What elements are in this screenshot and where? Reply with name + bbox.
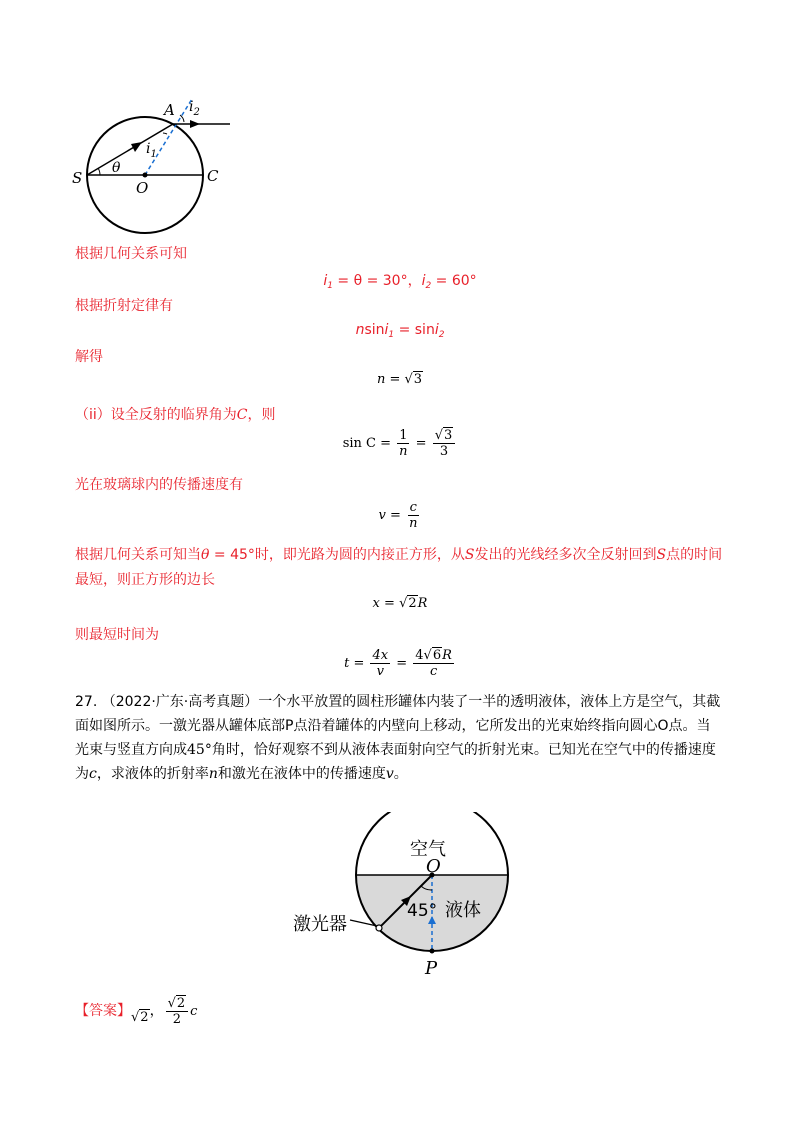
label-center-o: O: [426, 856, 441, 877]
refraction-diagram: [60, 95, 260, 235]
label-O: O: [136, 179, 149, 197]
equation-1: $i_1 = \theta = 30^\circ$，$i_2 = 60^\circ$: [323, 273, 477, 291]
question-27: [75, 690, 735, 786]
label-45: 45°: [407, 901, 438, 921]
equation-4: sin C = $\frac{1}{n}$ = $\frac{√3}{3}$: [0, 428, 800, 459]
question-line-4: 为c，求液体的折射率n和激光在液体中的传播速度v。: [75, 766, 408, 782]
answer-line: 【答案】√2， $\frac{√2}{2}$ c: [75, 996, 198, 1027]
label-i1: $i_1$: [146, 141, 157, 160]
part-ii-line: （ii）设全反射的临界角为C，则: [75, 407, 276, 423]
equation-6: x = √2R: [372, 596, 428, 611]
label-theta: θ: [112, 160, 121, 176]
refracted-arrow: [190, 120, 200, 128]
label-laser: 激光器: [293, 914, 347, 935]
solution-line-5: 根据几何关系可知当θ = 45°时，即光路为圆的内接正方形，从S发出的光线经多次全反射回到S点的时间: [75, 547, 723, 563]
i1-arc: [163, 133, 167, 134]
label-liquid: 液体: [445, 900, 481, 921]
bottom-point-p: [430, 949, 435, 954]
question-line-2: 面如图所示。一激光器从罐体底部P点沿着罐体的内壁向上移动，它所发出的光束始终指向圆心O点。当: [75, 718, 711, 734]
tank-diagram: [290, 812, 510, 982]
solution-line-6: 则最短时间为: [75, 627, 159, 643]
solution-line-5b: 最短，则正方形的边长: [75, 572, 215, 588]
label-S: S: [72, 169, 83, 187]
equation-2: nsini$_1$ = sini$_2$: [355, 322, 445, 340]
label-C: C: [207, 167, 219, 185]
label-A: A: [164, 101, 175, 119]
equation-7: t = $\frac{4x}{v}$ = $\frac{4√6R}{c}$: [344, 648, 452, 679]
laser-point: [376, 925, 382, 931]
solution-line-1: 根据几何关系可知: [75, 246, 187, 262]
question-line-1: 27. （2022·广东·高考真题）一个水平放置的圆柱形罐体内装了一半的透明液体，液体上方是空气，其截: [75, 694, 721, 710]
equation-3: n = √3: [376, 372, 423, 387]
label-i2: $i_2$: [189, 99, 200, 118]
solution-line-3: 解得: [75, 349, 103, 365]
theta-arc: [98, 168, 100, 175]
label-air: 空气: [410, 839, 446, 860]
label-p: P: [425, 958, 438, 979]
solution-line-2: 根据折射定律有: [75, 298, 173, 314]
question-line-3: 光束与竖直方向成45°角时，恰好观察不到从液体表面射向空气的折射光束。已知光在空气中的传播速度: [75, 742, 716, 758]
ray-arrow: [131, 142, 142, 152]
answer-tag: 【答案】: [75, 1003, 131, 1019]
center-dot: [143, 173, 148, 178]
solution-line-4: 光在玻璃球内的传播速度有: [75, 477, 243, 493]
equation-5: v = $\frac{c}{n}$: [378, 500, 418, 531]
